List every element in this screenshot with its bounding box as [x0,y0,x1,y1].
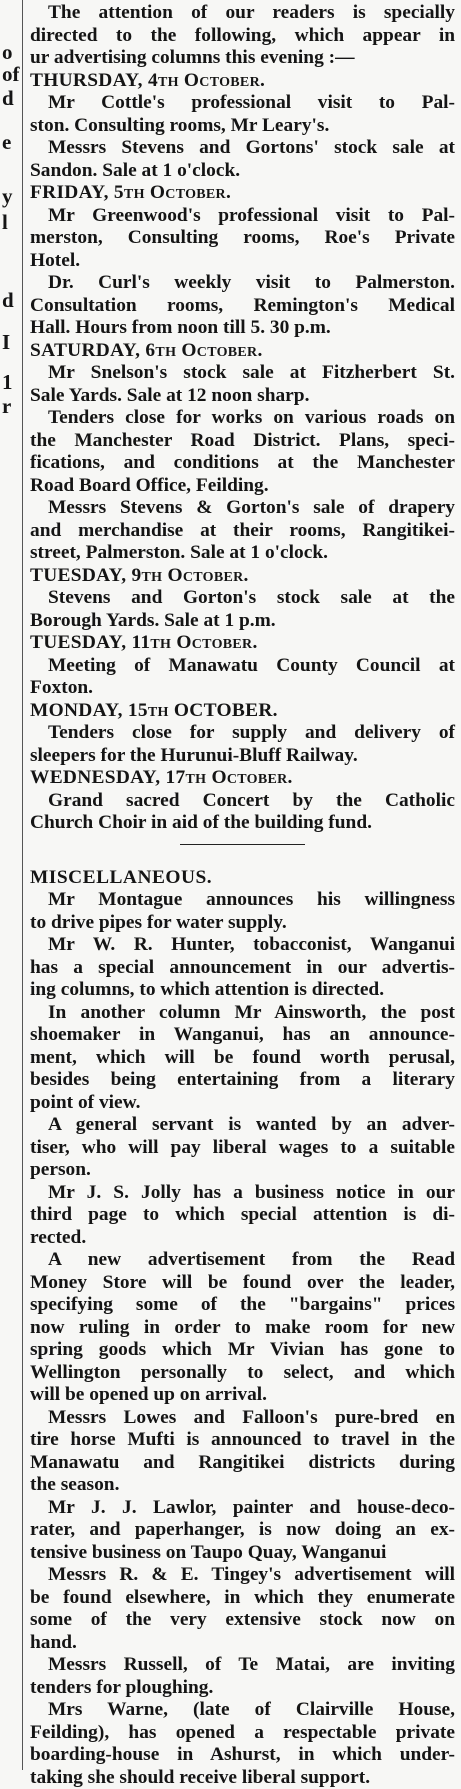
text-line: Foxton. [30,677,455,700]
text-line: point of view. [30,1092,455,1115]
notice-paragraph [30,790,455,835]
text-line: Messrs Russell, of Te Matai, are inviting [30,1654,455,1677]
text-line: Tenders close for works on various roads on [30,407,455,430]
date-heading: FRIDAY, 5th October. [30,182,455,205]
text-line: merston, Consulting rooms, Roe's Private [30,227,455,250]
date-heading: TUESDAY, 9th October. [30,565,455,588]
text-line: tire horse Mufti is announced to travel in the [30,1429,455,1452]
text-line: person. [30,1159,455,1182]
text-line: The attention of our readers is specially [30,2,455,25]
misc-paragraph [30,1002,455,1115]
text-line: Wellington personally to select, and which [30,1362,455,1385]
date-heading: MONDAY, 15th OCTOBER. [30,700,455,723]
text-line: third page to which special attention is di- [30,1204,455,1227]
misc-paragraph [30,1182,455,1250]
fragment-letter: l [2,212,8,233]
text-line: Messrs Stevens & Gorton's sale of drapery [30,497,455,520]
fragment-letter: y [2,186,13,207]
text-line: Sandon. Sale at 1 o'clock. [30,160,455,183]
text-line: Sale Yards. Sale at 12 noon sharp. [30,385,455,408]
adjacent-column-fragments [0,0,20,1770]
text-line: boarding-house in Ashurst, in which under- [30,1744,455,1767]
notice-paragraph [30,272,455,340]
text-line: Mr W. R. Hunter, tobacconist, Wanganui [30,934,455,957]
text-line: the Manchester Road District. Plans, speci- [30,430,455,453]
text-line: be found elsewhere, in which they enumerate [30,1587,455,1610]
text-line: rected. [30,1227,455,1250]
section-divider [30,835,455,851]
misc-paragraph [30,1564,455,1654]
text-line: the season. [30,1474,455,1497]
fragment-letter: o [2,42,13,63]
text-line: Grand sacred Concert by the Catholic [30,790,455,813]
text-line: ston. Consulting rooms, Mr Leary's. [30,115,455,138]
misc-paragraph [30,1699,455,1789]
text-line: Messrs R. & E. Tingey's advertisement will [30,1564,455,1587]
text-line: Mr J. J. Lawlor, painter and house-deco- [30,1497,455,1520]
text-line: Dr. Curl's weekly visit to Palmerston. [30,272,455,295]
text-line: Manawatu and Rangitikei districts during [30,1452,455,1475]
text-line: Meeting of Manawatu County Council at [30,655,455,678]
text-line: spring goods which Mr Vivian has gone to [30,1339,455,1362]
text-line: ing columns, to which attention is directed. [30,979,455,1002]
notice-paragraph [30,655,455,700]
text-line: Feilding), has opened a respectable private [30,1722,455,1745]
text-line: taking she should receive liberal support. [30,1767,455,1789]
fragment-letter: I [2,332,10,353]
news-column [30,2,455,1789]
text-line: Hotel. [30,250,455,273]
text-line: Road Board Office, Feilding. [30,475,455,498]
misc-paragraph [30,1249,455,1407]
intro-paragraph [30,2,455,70]
date-heading: TUESDAY, 11th October. [30,632,455,655]
text-line: some of the very extensive stock now on [30,1609,455,1632]
text-line: ur advertising columns this evening :— [30,47,455,70]
text-line: Hall. Hours from noon till 5. 30 p.m. [30,317,455,340]
fragment-letter: 1 [2,372,13,393]
misc-paragraph [30,1654,455,1699]
text-line: Stevens and Gorton's stock sale at the [30,587,455,610]
text-line: directed to the following, which appear in [30,25,455,48]
notice-paragraph [30,587,455,632]
text-line: In another column Mr Ainsworth, the post [30,1002,455,1025]
text-line: Messrs Stevens and Gortons' stock sale at [30,137,455,160]
notice-paragraph [30,497,455,565]
text-line: rater, and paperhanger, is now doing an ex- [30,1519,455,1542]
text-line: Mr Montague announces his willingness [30,889,455,912]
text-line: street, Palmerston. Sale at 1 o'clock. [30,542,455,565]
text-line: fications, and conditions at the Manchester [30,452,455,475]
text-line: shoemaker in Wanganui, has an announce- [30,1024,455,1047]
text-line: Borough Yards. Sale at 1 p.m. [30,610,455,633]
date-heading: SATURDAY, 6th October. [30,340,455,363]
text-line: hand. [30,1632,455,1655]
fragment-letter: r [2,396,11,417]
fragment-letter: d [2,290,14,311]
text-line: Church Choir in aid of the building fund. [30,812,455,835]
notice-paragraph [30,92,455,137]
text-line: Mr Snelson's stock sale at Fitzherbert St. [30,362,455,385]
misc-paragraph [30,934,455,1002]
text-line: has a special announcement in our advertis- [30,957,455,980]
text-line: specifying some of the "bargains" prices [30,1294,455,1317]
text-line: Mr Cottle's professional visit to Pal- [30,92,455,115]
fragment-letter: e [2,132,11,153]
text-line: Mr Greenwood's professional visit to Pal- [30,205,455,228]
date-heading: THURSDAY, 4th October. [30,70,455,93]
text-line: and merchandise at their rooms, Rangitikei- [30,520,455,543]
misc-paragraph [30,1407,455,1497]
text-line: Tenders close for supply and delivery of [30,722,455,745]
text-line: Mrs Warne, (late of Clairville House, [30,1699,455,1722]
notice-paragraph [30,362,455,407]
text-line: to drive pipes for water supply. [30,912,455,935]
text-line: A general servant is wanted by an adver- [30,1114,455,1137]
notice-paragraph [30,205,455,273]
fragment-letter: d [2,88,14,109]
text-line: A new advertisement from the Read [30,1249,455,1272]
text-line: sleepers for the Hurunui-Bluff Railway. [30,745,455,768]
text-line: Consultation rooms, Remington's Medical [30,295,455,318]
column-rule [22,0,23,1770]
text-line: tiser, who will pay liberal wages to a suitable [30,1137,455,1160]
misc-paragraph [30,1497,455,1565]
text-line: now ruling in order to make room for new [30,1317,455,1340]
text-line: tensive business on Taupo Quay, Wanganui [30,1542,455,1565]
section-heading: MISCELLANEOUS. [30,867,455,890]
notice-paragraph [30,407,455,497]
date-heading: WEDNESDAY, 17th October. [30,767,455,790]
text-line: Messrs Lowes and Falloon's pure-bred en [30,1407,455,1430]
fragment-letter: of [2,64,20,85]
text-line: tenders for ploughing. [30,1677,455,1700]
notice-paragraph [30,722,455,767]
text-line: ment, which will be found worth perusal, [30,1047,455,1070]
misc-paragraph [30,889,455,934]
text-line: Money Store will be found over the leader, [30,1272,455,1295]
notice-paragraph [30,137,455,182]
text-line: will be opened up on arrival. [30,1384,455,1407]
misc-paragraph [30,1114,455,1182]
text-line: besides being entertaining from a literary [30,1069,455,1092]
text-line: Mr J. S. Jolly has a business notice in our [30,1182,455,1205]
